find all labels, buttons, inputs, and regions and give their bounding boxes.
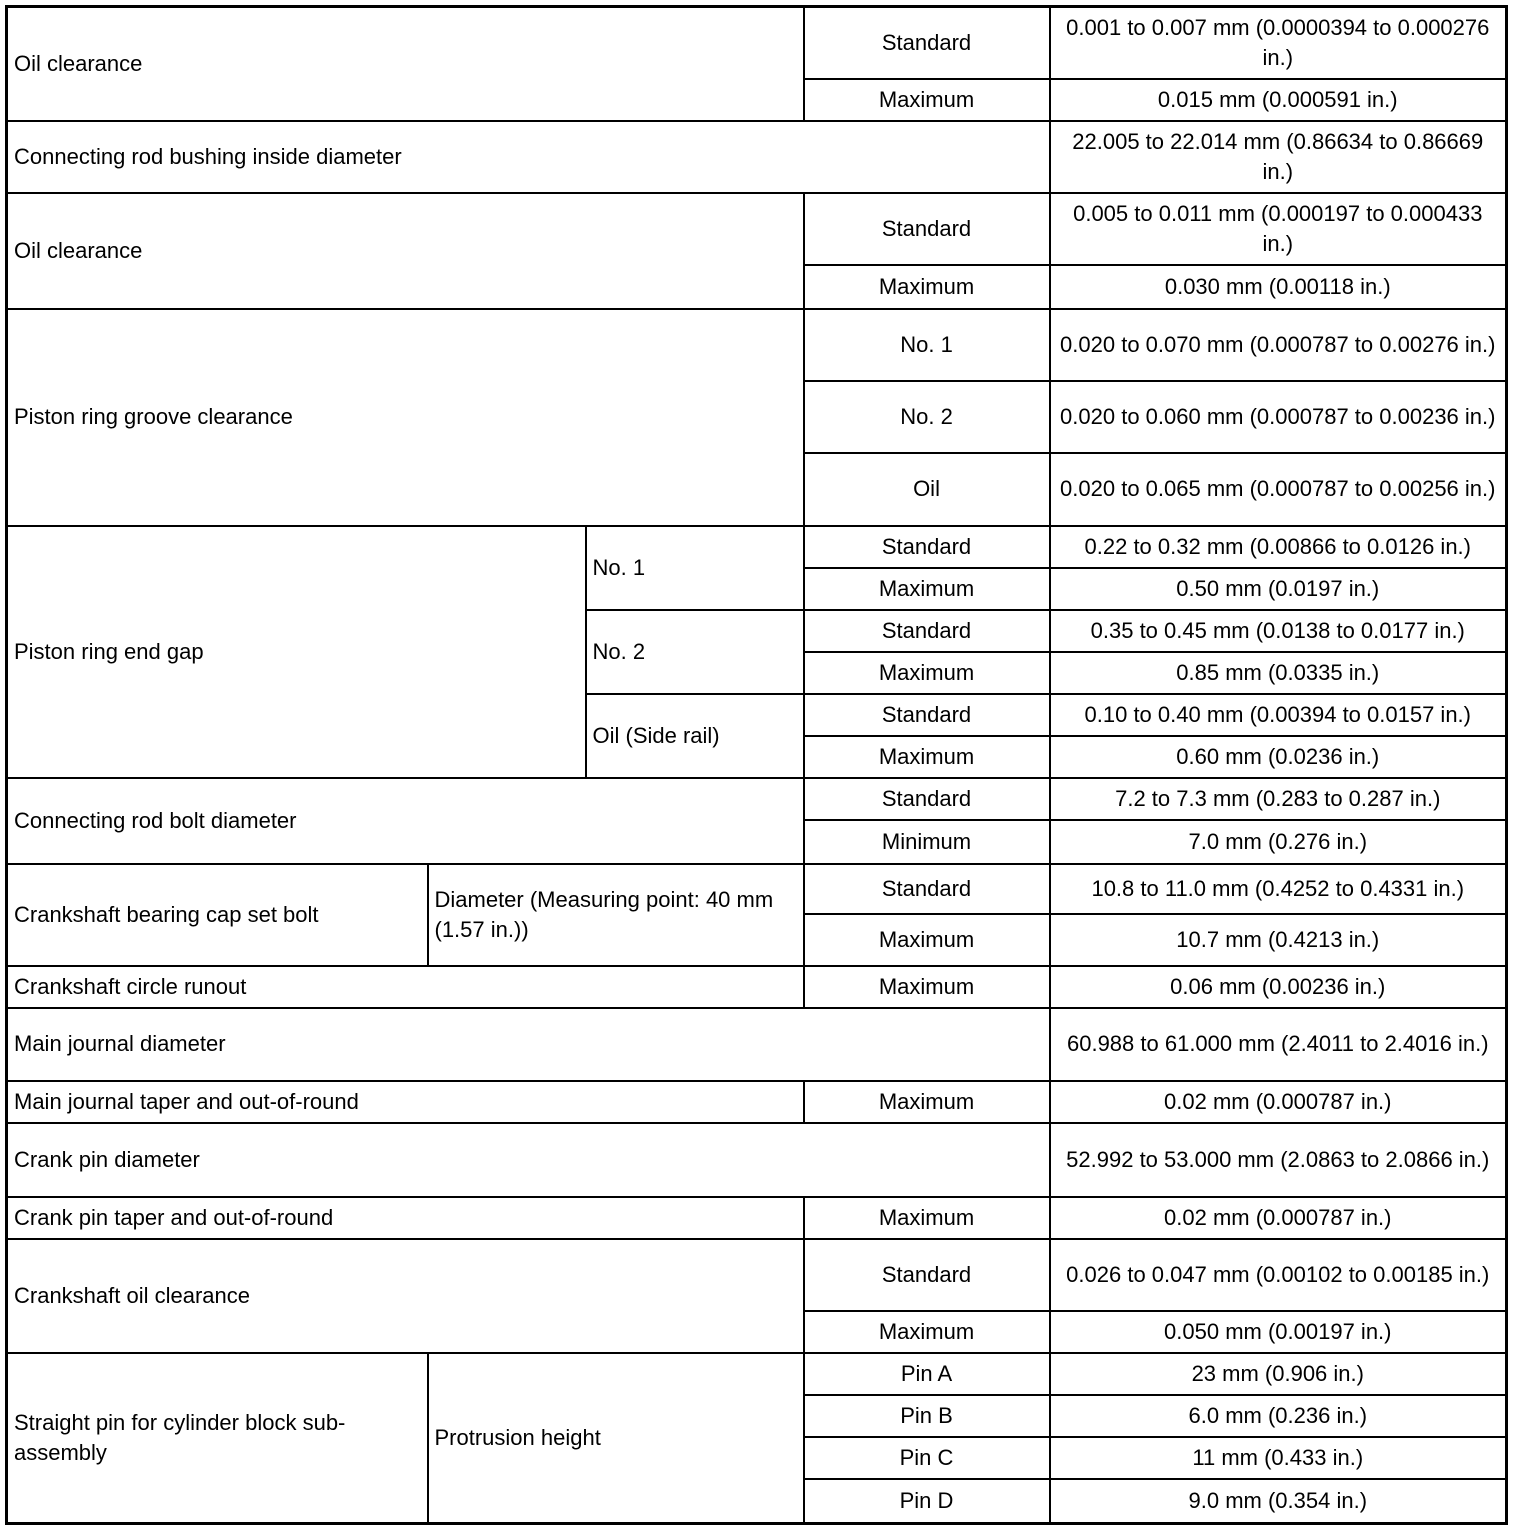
value-cell: 0.001 to 0.007 mm (0.0000394 to 0.000276 in.) — [1050, 7, 1507, 79]
condition-cell: Maximum — [804, 914, 1050, 966]
table-row — [7, 1239, 1507, 1311]
value-cell: 0.10 to 0.40 mm (0.00394 to 0.0157 in.) — [1050, 694, 1507, 736]
condition-cell: Standard — [804, 7, 1050, 79]
table-row — [7, 1353, 1507, 1395]
condition-cell: Oil — [804, 453, 1050, 525]
table-row — [7, 1008, 1507, 1080]
specification-table — [5, 5, 1508, 1525]
value-cell: 10.7 mm (0.4213 in.) — [1050, 914, 1507, 966]
subitem-cell: No. 1 — [586, 526, 804, 610]
table-row — [7, 526, 1507, 568]
item-cell: Crankshaft bearing cap set bolt — [7, 864, 428, 966]
condition-cell: Pin B — [804, 1395, 1050, 1437]
value-cell: 0.60 mm (0.0236 in.) — [1050, 736, 1507, 778]
value-cell: 0.005 to 0.011 mm (0.000197 to 0.000433 in.) — [1050, 193, 1507, 265]
value-cell: 0.22 to 0.32 mm (0.00866 to 0.0126 in.) — [1050, 526, 1507, 568]
subitem-cell: Diameter (Measuring point: 40 mm (1.57 in.)) — [428, 864, 804, 966]
value-cell: 23 mm (0.906 in.) — [1050, 1353, 1507, 1395]
value-cell: 10.8 to 11.0 mm (0.4252 to 0.4331 in.) — [1050, 864, 1507, 914]
value-cell: 9.0 mm (0.354 in.) — [1050, 1479, 1507, 1523]
value-cell: 0.50 mm (0.0197 in.) — [1050, 568, 1507, 610]
table-row — [7, 1123, 1507, 1197]
condition-cell: Standard — [804, 610, 1050, 652]
item-cell: Connecting rod bushing inside diameter — [7, 121, 1050, 193]
value-cell: 0.050 mm (0.00197 in.) — [1050, 1311, 1507, 1353]
condition-cell: Pin A — [804, 1353, 1050, 1395]
condition-cell: Minimum — [804, 820, 1050, 864]
table-row — [7, 966, 1507, 1008]
item-cell: Crank pin diameter — [7, 1123, 1050, 1197]
subitem-cell: No. 2 — [586, 610, 804, 694]
condition-cell: Standard — [804, 193, 1050, 265]
condition-cell: No. 1 — [804, 309, 1050, 381]
condition-cell: Maximum — [804, 1197, 1050, 1239]
condition-cell: Standard — [804, 694, 1050, 736]
value-cell: 0.020 to 0.060 mm (0.000787 to 0.00236 in.) — [1050, 381, 1507, 453]
table-row — [7, 7, 1507, 79]
value-cell: 0.030 mm (0.00118 in.) — [1050, 265, 1507, 309]
condition-cell: Maximum — [804, 736, 1050, 778]
condition-cell: No. 2 — [804, 381, 1050, 453]
item-cell: Oil clearance — [7, 7, 804, 121]
condition-cell: Standard — [804, 526, 1050, 568]
item-cell: Oil clearance — [7, 193, 804, 309]
condition-cell: Maximum — [804, 568, 1050, 610]
condition-cell: Maximum — [804, 1311, 1050, 1353]
condition-cell: Maximum — [804, 966, 1050, 1008]
item-cell: Connecting rod bolt diameter — [7, 778, 804, 864]
value-cell: 60.988 to 61.000 mm (2.4011 to 2.4016 in.) — [1050, 1008, 1507, 1080]
condition-cell: Standard — [804, 778, 1050, 820]
condition-cell: Pin C — [804, 1437, 1050, 1479]
condition-cell: Standard — [804, 1239, 1050, 1311]
condition-cell: Maximum — [804, 265, 1050, 309]
table-row — [7, 193, 1507, 265]
value-cell: 0.06 mm (0.00236 in.) — [1050, 966, 1507, 1008]
value-cell: 0.020 to 0.065 mm (0.000787 to 0.00256 in.) — [1050, 453, 1507, 525]
value-cell: 0.020 to 0.070 mm (0.000787 to 0.00276 in.) — [1050, 309, 1507, 381]
subitem-cell: Oil (Side rail) — [586, 694, 804, 778]
condition-cell: Maximum — [804, 79, 1050, 121]
table-row — [7, 1197, 1507, 1239]
table-row — [7, 121, 1507, 193]
item-cell: Main journal taper and out-of-round — [7, 1081, 804, 1123]
value-cell: 6.0 mm (0.236 in.) — [1050, 1395, 1507, 1437]
table-row — [7, 1081, 1507, 1123]
table-row — [7, 778, 1507, 820]
value-cell: 52.992 to 53.000 mm (2.0863 to 2.0866 in.) — [1050, 1123, 1507, 1197]
value-cell: 0.02 mm (0.000787 in.) — [1050, 1081, 1507, 1123]
condition-cell: Maximum — [804, 652, 1050, 694]
subitem-cell: Protrusion height — [428, 1353, 804, 1523]
value-cell: 0.02 mm (0.000787 in.) — [1050, 1197, 1507, 1239]
item-cell: Crankshaft circle runout — [7, 966, 804, 1008]
table-row — [7, 864, 1507, 914]
value-cell: 0.35 to 0.45 mm (0.0138 to 0.0177 in.) — [1050, 610, 1507, 652]
item-cell: Straight pin for cylinder block sub-assembly — [7, 1353, 428, 1523]
value-cell: 22.005 to 22.014 mm (0.86634 to 0.86669 in.) — [1050, 121, 1507, 193]
value-cell: 11 mm (0.433 in.) — [1050, 1437, 1507, 1479]
value-cell: 7.0 mm (0.276 in.) — [1050, 820, 1507, 864]
item-cell: Main journal diameter — [7, 1008, 1050, 1080]
item-cell: Crank pin taper and out-of-round — [7, 1197, 804, 1239]
table-row — [7, 309, 1507, 381]
item-cell: Piston ring groove clearance — [7, 309, 804, 525]
value-cell: 0.85 mm (0.0335 in.) — [1050, 652, 1507, 694]
value-cell: 0.015 mm (0.000591 in.) — [1050, 79, 1507, 121]
value-cell: 0.026 to 0.047 mm (0.00102 to 0.00185 in.) — [1050, 1239, 1507, 1311]
value-cell: 7.2 to 7.3 mm (0.283 to 0.287 in.) — [1050, 778, 1507, 820]
condition-cell: Pin D — [804, 1479, 1050, 1523]
item-cell: Piston ring end gap — [7, 526, 586, 778]
condition-cell: Maximum — [804, 1081, 1050, 1123]
condition-cell: Standard — [804, 864, 1050, 914]
item-cell: Crankshaft oil clearance — [7, 1239, 804, 1353]
